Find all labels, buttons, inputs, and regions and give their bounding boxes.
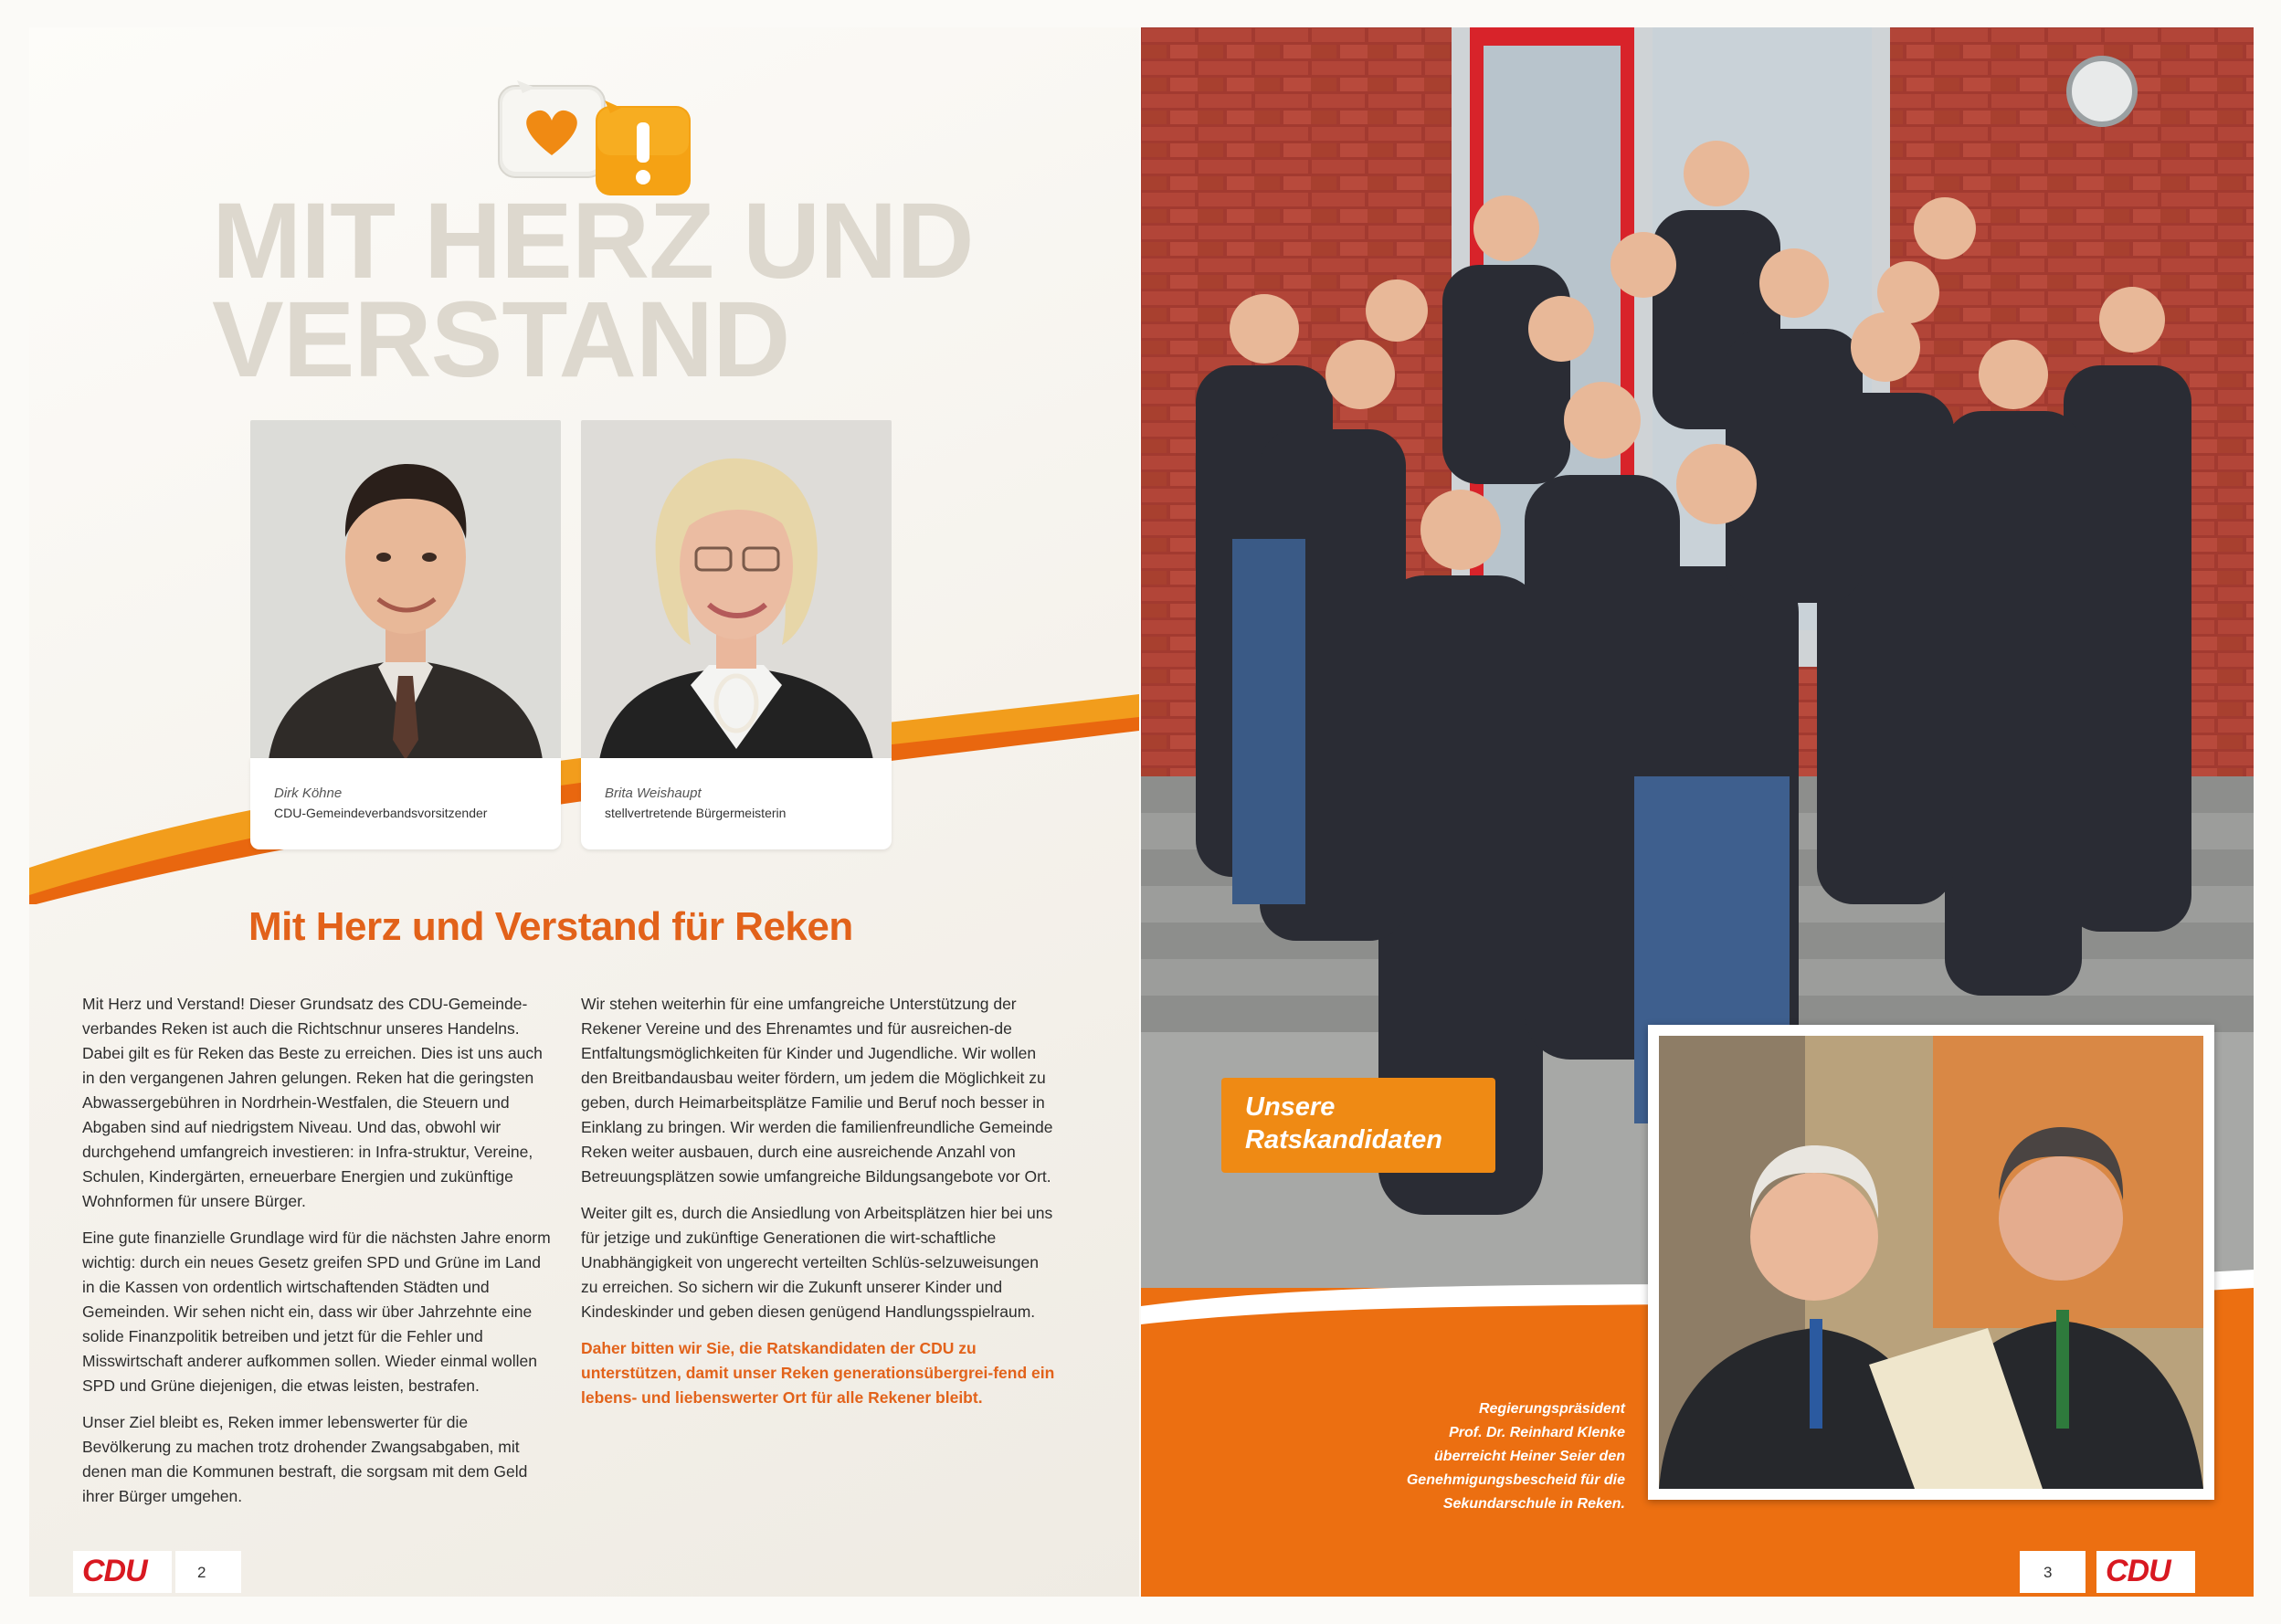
left-page: [29, 27, 1139, 1597]
page-number-box: [175, 1551, 241, 1593]
right-page: [1141, 27, 2254, 1597]
portrait-caption-2: [581, 758, 892, 849]
call-to-action: Daher bitten wir Sie, die Ratskandidaten der CDU zu unterstützen, damit unser Reken generationsübergrei-fend ein lebens- und liebenswerter Ort für alle Rekener bleibt.: [581, 1339, 1055, 1407]
portrait-role: CDU-Gemeindeverbandsvorsitzender: [274, 806, 488, 820]
page-title: [212, 181, 974, 400]
portrait-caption-1: [250, 758, 561, 849]
portrait-name: Dirk Köhne: [274, 786, 343, 801]
portrait-dirk-koehne: [250, 420, 561, 760]
paragraph: Eine gute finanzielle Grundlage wird für die nächsten Jahre enorm wichtig: durch ein neues Gesetz greifen SPD und Grüne im Land in die Kassen von ordentlich wirtschaftenden Städten und Gemeinden. Wir sehen nicht ein, dass wir über Jahrzehnte eine solide Finanzpolitik betreiben und jetzt für die Fehler und Misswirtschaft anderer aufkommen sollen. Wieder einmal wollen SPD und Grüne diejenigen, die etwas leisten, bestrafen.: [82, 1229, 551, 1395]
candidates-label: [1221, 1078, 1495, 1173]
title-line-1: MIT HERZ UND: [212, 181, 974, 301]
page-number: 3: [2043, 1564, 2053, 1581]
paragraph: Mit Herz und Verstand! Dieser Grundsatz des CDU-Gemeinde-verbandes Reken ist auch die Richtschnur unseres Handelns. Dabei gilt es für Reken das Beste zu erreichen. Dies ist uns auch in den vergangenen Jahren gelungen. Reken hat die geringsten Abwassergebühren in Nordrhein-Westfalen, die Steuern und Abgaben sind auf niedrigstem Niveau. Und das, obwohl wir durchgehend umfangreich investieren: in Infra-struktur, Vereine, Schulen, Kindergärten, erneuerbare Energien und zukünftige Wohnformen für unsere Bürger.: [82, 995, 543, 1210]
candidates-label-text: Unsere Ratskandidaten: [1245, 1092, 1442, 1155]
paragraph: Unser Ziel bleibt es, Reken immer lebenswerter für die Bevölkerung zu machen trotz drohender Zwangsabgaben, mit denen man die Kommunen bestraft, die sorgsam mit dem Geld ihrer Bürger umgehen.: [82, 1413, 528, 1505]
paragraph: Wir stehen weiterhin für eine umfangreiche Unterstützung der Rekener Vereine und des Ehrenamtes und für ausreichen-de Entfaltungsmöglichkeiten für Kinder und Jugendliche. Wir wollen den Breitbandausbau weiter fördern, um jedem die Möglichkeit zu geben, durch Heimarbeitsplätze Familie und Beruf noch besser in Einklang zu bringen. Wir werden die familienfreundliche Gemeinde Reken weiter ausbauen, durch eine ausreichende Anzahl von Betreuungsplätzen sowie umfangreiche Bildungsangebote vor Ort.: [581, 995, 1053, 1186]
cdu-logo-right: [2096, 1551, 2195, 1593]
cdu-logo-text: CDU: [2106, 1554, 2170, 1588]
heart-icon: [499, 80, 605, 177]
page-number: 2: [197, 1564, 206, 1581]
inset-caption: Regierungspräsident Prof. Dr. Reinhard Klenke überreicht Heiner Seier den Genehmigungsbescheid für die Sekundarschule in Reken.: [1406, 1401, 1625, 1512]
text-column-1: [82, 992, 557, 1521]
title-line-2: VERSTAND: [212, 279, 790, 400]
cdu-logo-left: [73, 1551, 172, 1593]
portrait-name: Brita Weishaupt: [605, 786, 702, 801]
portrait-brita-weishaupt: [581, 420, 892, 760]
cdu-logo-text: CDU: [82, 1554, 147, 1588]
page-number-box: [2020, 1551, 2086, 1593]
paragraph: Weiter gilt es, durch die Ansiedlung von Arbeitsplätzen hier bei uns für jetzige und zukünftige Generationen die wirt-schaftliche Unabhängigkeit von ungerecht verteilten Schlüs-selzuweisungen zu erreichen. So sichern wir die Zukunft unserer Kinder und Kindeskinder und geben diesen genügend Handlungsspielraum.: [581, 1204, 1053, 1321]
text-column-2: [581, 992, 1056, 1422]
portrait-role: stellvertretende Bürgermeisterin: [605, 806, 787, 820]
inset-photo: [1659, 1036, 2203, 1489]
inset-photo-frame: [1648, 1025, 2214, 1500]
section-heading: Mit Herz und Verstand für Reken: [248, 904, 853, 949]
